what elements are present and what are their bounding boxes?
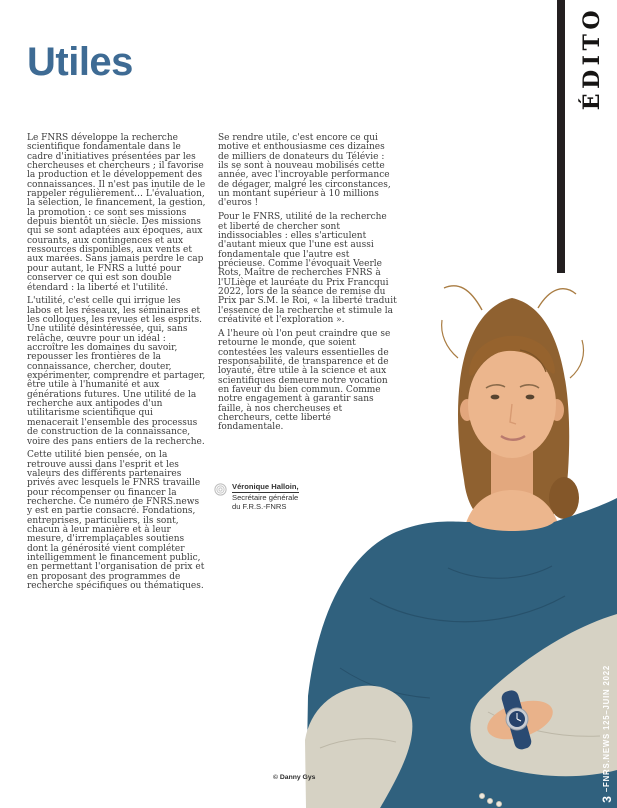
footer-issue-info: –FNRS.NEWS 125–JUIN 2022 — [602, 665, 611, 793]
edito-rail-bar — [557, 0, 565, 273]
footer-page-number: 3 — [600, 796, 614, 803]
article-paragraph: Se rendre utile, c'est encore ce qui motive et enthousiasme ces dizaines de milliers de donateurs du Télévie : ils se sont à nouveau mobilisés cette année, avec l'incroyable performance de dégager, malgré les circonstances, un montant supérieur à 10 millions d'euros ! — [218, 133, 391, 209]
fingerprint-icon — [214, 483, 227, 496]
article-body — [27, 134, 397, 596]
article-paragraph: Le FNRS développe la recherche scientifique fondamentale dans le cadre d'initiatives présentées par les chercheuses et chercheurs ; il favorise la production et le développement des connaissances. Il n'est pas inutile de le rappeler régulièrement… L'évaluation, la sélection, le financement, la gestion, la promotion : ce sont ses missions depuis bientôt un siècle. Des missions qui se sont adaptées aux époques, aux courants, aux contingences et aux ressources disponibles, aux vents et aux marées. Sans jamais perdre le cap pour autant, le FNRS a lutté pour conserver ce qui est son double étendard : la liberté et l'utilité. — [27, 133, 206, 293]
article-paragraph: A l'heure où l'on peut craindre que se retourne le monde, que soient contestées les valeurs essentielles de responsabilité, de transparence et de loyauté, être utile à la science et aux scientifiques demeure notre vocation en faveur du bien commun. Comme notre engagement à garantir sans faille, à nos chercheuses et chercheurs, cette liberté fondamentale. — [218, 328, 391, 433]
signature-role-line2: du F.R.S.-FNRS — [232, 501, 287, 511]
article-paragraph: Cette utilité bien pensée, on la retrouve aussi dans l'esprit et les valeurs des différents partenaires privés avec lesquels le FNRS travaille pour récompenser ou financer la recherche. Ce numéro de FNRS.news y est en partie consacré. Fondations, entreprises, particuliers, ils sont, chacun à leur manière et à leur mesure, d'irremplaçables soutiens dont la générosité vient compléter intelligemment le financement public, en permettant l'organisation de prix et en proposant des programmes de recherche spécifiques ou thématiques. — [27, 450, 205, 592]
edito-vertical-label: ÉDITO — [579, 6, 605, 111]
photo-credit: © Danny Gys — [273, 774, 316, 781]
article-paragraph: L'utilité, c'est celle qui irrigue les labos et les réseaux, les séminaires et les colloques, les revues et les esprits. Une utilité désintéressée, qui, sans relâche, œuvre pour un idéal : accroître les domaines du savoir, repousser les frontières de la connaissance, chercher, douter, expérimenter, comprendre et partager, être utile à l'humanité et aux générations futures. Une utilité de la recherche aux antipodes d'un utilitarisme scientifique qui menacerait l'ensemble des processus de construction de la connaissance, voire des pans entiers de la recherche. — [27, 296, 206, 447]
page-title: Utiles — [27, 40, 133, 84]
signature-block — [214, 482, 299, 511]
article-paragraph: Pour le FNRS, utilité de la recherche et liberté de chercher sont indissociables : elles s'articulent d'autant mieux que l'une est aussi fondamentale que l'autre est précieuse. Comme l'évoquait Veerle Rots, Maître de recherches FNRS à l'ULiège et lauréate du Prix Francqui 2022, lors de la séance de remise du Prix par S.M. le Roi, « la liberté traduit l'essence de la recherche et stimule la créativité et l'exploration ». — [218, 212, 397, 326]
article-column-2 — [218, 134, 397, 596]
page-footer-vertical — [600, 665, 614, 803]
signature-name: Véronique Halloin, — [232, 482, 299, 491]
article-column-1 — [27, 134, 206, 596]
signature-role-line1: Secrétaire générale — [232, 492, 299, 502]
